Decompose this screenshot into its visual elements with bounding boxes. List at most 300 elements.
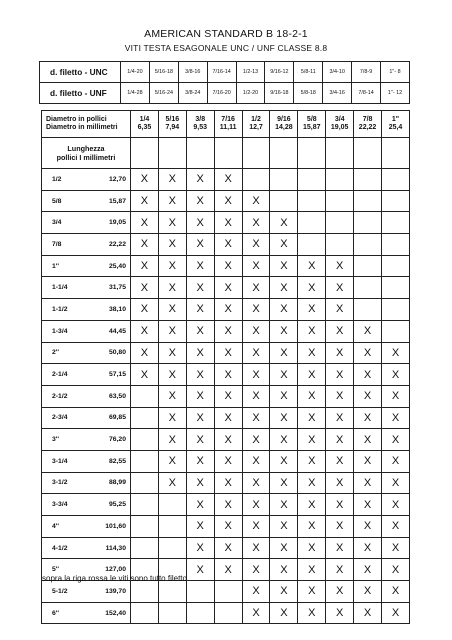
availability-mark (382, 255, 410, 277)
length-mm: 12,70 (108, 175, 126, 183)
availability-mark: X (186, 559, 214, 581)
length-mm: 114,30 (105, 544, 126, 552)
empty-cell (158, 138, 186, 169)
thread-size-cell: 7/16-14 (207, 62, 236, 83)
availability-mark: X (242, 190, 270, 212)
availability-mark: X (382, 516, 410, 538)
thread-size-cell: 1/2-13 (236, 62, 265, 83)
availability-mark: X (354, 385, 382, 407)
length-inch: 4-1/2 (52, 544, 68, 552)
length-cell (42, 385, 131, 407)
availability-mark: X (298, 450, 326, 472)
availability-mark: X (298, 277, 326, 299)
availability-mark: X (354, 429, 382, 451)
table-row (42, 212, 410, 234)
diameter-header-cell (298, 111, 326, 138)
diameter-header-cell (214, 111, 242, 138)
availability-mark: X (242, 234, 270, 256)
diameter-inch: 7/16 (221, 116, 235, 123)
availability-mark: X (186, 537, 214, 559)
availability-mark: X (158, 364, 186, 386)
availability-mark: X (158, 385, 186, 407)
diameter-inch: 1" (391, 116, 400, 123)
availability-mark: X (186, 299, 214, 321)
diameter-mm: 19,05 (330, 124, 349, 131)
diameter-mm: 14,28 (275, 124, 293, 131)
availability-mark: X (242, 516, 270, 538)
availability-mark: X (382, 602, 410, 624)
availability-mark: X (186, 516, 214, 538)
availability-mark: X (242, 472, 270, 494)
availability-mark (131, 429, 159, 451)
availability-mark: X (131, 169, 159, 191)
availability-mark: X (242, 494, 270, 516)
length-mm: 57,15 (108, 371, 126, 379)
length-inch: 1-3/4 (52, 327, 68, 335)
availability-mark (382, 212, 410, 234)
availability-mark: X (131, 190, 159, 212)
length-mm: 44,45 (108, 327, 126, 335)
thread-size-cell: 1"- 8 (381, 62, 410, 83)
availability-mark (131, 581, 159, 603)
document-title: AMERICAN STANDARD B 18-2-1 (144, 28, 308, 40)
diameter-inch: 9/16 (277, 116, 291, 123)
availability-mark: X (326, 385, 354, 407)
availability-mark: X (242, 342, 270, 364)
diameter-mm: 6,35 (137, 124, 152, 131)
availability-mark: X (382, 385, 410, 407)
availability-mark: X (326, 299, 354, 321)
availability-mark: X (186, 234, 214, 256)
length-inch: 2-3/4 (52, 414, 68, 422)
availability-mark: X (326, 472, 354, 494)
availability-mark: X (158, 212, 186, 234)
diameter-inch: 5/8 (306, 116, 317, 123)
availability-mark: X (298, 472, 326, 494)
availability-mark: X (298, 320, 326, 342)
availability-mark: X (242, 581, 270, 603)
availability-mark: X (326, 407, 354, 429)
table-row (42, 342, 410, 364)
availability-mark (298, 212, 326, 234)
table-row (42, 472, 410, 494)
diameter-inch: 5/16 (165, 116, 180, 123)
table-row (42, 429, 410, 451)
length-inch: 6'' (52, 609, 60, 617)
availability-mark (354, 234, 382, 256)
availability-mark: X (186, 407, 214, 429)
availability-mark: X (270, 320, 298, 342)
availability-mark (298, 169, 326, 191)
availability-mark: X (158, 342, 186, 364)
length-inch: 4'' (52, 522, 60, 530)
length-cell (42, 169, 131, 191)
thread-row (40, 62, 410, 83)
availability-mark: X (242, 602, 270, 624)
availability-mark: X (270, 602, 298, 624)
table-row (42, 581, 410, 603)
availability-mark: X (270, 277, 298, 299)
availability-mark (382, 169, 410, 191)
availability-mark: X (270, 234, 298, 256)
availability-mark: X (326, 494, 354, 516)
availability-mark: X (298, 255, 326, 277)
availability-mark: X (242, 320, 270, 342)
document-subtitle: VITI TESTA ESAGONALE UNC / UNF CLASSE 8.8 (124, 43, 328, 53)
availability-mark (298, 234, 326, 256)
availability-mark (186, 581, 214, 603)
availability-mark: X (298, 342, 326, 364)
availability-mark: X (186, 472, 214, 494)
availability-mark: X (354, 364, 382, 386)
availability-mark: X (214, 407, 242, 429)
diameter-mm: 12,7 (249, 124, 263, 131)
availability-mark: X (131, 277, 159, 299)
availability-mark: X (186, 342, 214, 364)
availability-mark: X (242, 364, 270, 386)
availability-mark: X (382, 581, 410, 603)
availability-mark: X (214, 472, 242, 494)
diameter-header-cell (382, 111, 410, 138)
availability-mark: X (186, 450, 214, 472)
availability-mark: X (354, 602, 382, 624)
availability-mark (270, 190, 298, 212)
availability-mark (326, 190, 354, 212)
availability-mark (158, 602, 186, 624)
length-inch: 3-1/4 (52, 457, 68, 465)
availability-mark: X (242, 299, 270, 321)
availability-mark: X (298, 385, 326, 407)
length-inch: 3-1/2 (52, 479, 68, 487)
availability-mark: X (354, 407, 382, 429)
availability-mark: X (354, 472, 382, 494)
length-inch: 5'' (52, 566, 60, 574)
thread-size-cell: 5/16-24 (149, 83, 178, 104)
table-row (42, 385, 410, 407)
availability-mark: X (242, 450, 270, 472)
availability-mark: X (382, 364, 410, 386)
diameter-inch: 7/8 (362, 116, 373, 123)
table-row (42, 516, 410, 538)
table-row (42, 299, 410, 321)
availability-mark: X (354, 450, 382, 472)
availability-mark: X (382, 429, 410, 451)
availability-mark: X (382, 494, 410, 516)
length-mm: 15,87 (108, 197, 126, 205)
availability-mark: X (326, 450, 354, 472)
thread-size-cell: 7/8-9 (352, 62, 381, 83)
length-mm: 22,22 (108, 240, 126, 248)
availability-mark (131, 450, 159, 472)
thread-size-cell: 1"- 12 (381, 83, 410, 104)
length-inch: 2-1/2 (52, 392, 68, 400)
availability-mark (354, 299, 382, 321)
length-mm: 101,60 (105, 522, 126, 530)
availability-mark: X (270, 472, 298, 494)
availability-mark (131, 385, 159, 407)
length-inch: 1/2 (52, 175, 62, 183)
availability-mark: X (186, 255, 214, 277)
availability-mark: X (298, 537, 326, 559)
length-cell (42, 407, 131, 429)
availability-mark: X (270, 559, 298, 581)
availability-mark (158, 494, 186, 516)
length-cell (42, 342, 131, 364)
availability-mark (326, 169, 354, 191)
length-cell (42, 494, 131, 516)
thread-size-cell: 3/8-16 (178, 62, 207, 83)
thread-size-cell: 5/8-18 (294, 83, 323, 104)
availability-mark: X (214, 277, 242, 299)
diameter-header-cell (186, 111, 214, 138)
availability-mark: X (382, 407, 410, 429)
availability-mark: X (214, 494, 242, 516)
length-inch: 5/8 (52, 197, 62, 205)
length-cell (42, 364, 131, 386)
availability-mark: X (326, 342, 354, 364)
availability-mark: X (214, 559, 242, 581)
empty-cell (298, 138, 326, 169)
availability-mark: X (214, 190, 242, 212)
diameter-header-cell (354, 111, 382, 138)
availability-mark: X (186, 320, 214, 342)
availability-mark: X (270, 299, 298, 321)
length-cell (42, 429, 131, 451)
availability-mark: X (326, 559, 354, 581)
availability-mark: X (214, 299, 242, 321)
availability-mark: X (298, 516, 326, 538)
availability-mark: X (158, 234, 186, 256)
availability-mark: X (242, 559, 270, 581)
length-mm: 69,85 (108, 414, 126, 422)
length-mm: 82,55 (108, 457, 126, 465)
table-row (42, 169, 410, 191)
thread-row (40, 83, 410, 104)
table-row (42, 255, 410, 277)
length-inch: 2-1/4 (52, 371, 68, 379)
length-inch: 3/4 (52, 219, 62, 227)
availability-mark (382, 277, 410, 299)
availability-mark: X (326, 602, 354, 624)
availability-mark: X (131, 234, 159, 256)
availability-mark: X (131, 364, 159, 386)
availability-mark: X (354, 537, 382, 559)
table-row (42, 494, 410, 516)
availability-mark (131, 516, 159, 538)
availability-mark: X (158, 429, 186, 451)
availability-mark: X (131, 299, 159, 321)
availability-mark (131, 494, 159, 516)
availability-mark (158, 516, 186, 538)
availability-mark: X (270, 342, 298, 364)
length-mm: 95,25 (108, 501, 126, 509)
availability-mark: X (214, 169, 242, 191)
availability-mark: X (158, 255, 186, 277)
availability-mark: X (131, 320, 159, 342)
diameter-inch-label: Diametro in pollici (46, 116, 107, 123)
length-mm: 50,80 (108, 349, 126, 357)
availability-mark: X (214, 364, 242, 386)
availability-mark: X (214, 212, 242, 234)
thread-size-cell: 7/8-14 (352, 83, 381, 104)
availability-mark: X (270, 407, 298, 429)
availability-mark: X (186, 277, 214, 299)
empty-cell (326, 138, 354, 169)
availability-mark (131, 472, 159, 494)
availability-mark (354, 255, 382, 277)
availability-mark: X (270, 494, 298, 516)
table-row (42, 407, 410, 429)
diameter-header-cell (131, 111, 159, 138)
table-row (42, 277, 410, 299)
diameter-header-cell (326, 111, 354, 138)
length-cell (42, 277, 131, 299)
table-row (42, 320, 410, 342)
availability-mark: X (214, 342, 242, 364)
availability-mark (214, 581, 242, 603)
availability-mark: X (270, 581, 298, 603)
length-cell (42, 320, 131, 342)
availability-mark: X (214, 234, 242, 256)
availability-mark (158, 537, 186, 559)
thread-size-cell: 3/4-10 (323, 62, 352, 83)
availability-mark: X (158, 190, 186, 212)
availability-mark: X (131, 342, 159, 364)
table-row (42, 602, 410, 624)
availability-mark: X (270, 385, 298, 407)
availability-mark: X (186, 169, 214, 191)
availability-mark: X (158, 472, 186, 494)
diameter-mm: 22,22 (358, 124, 377, 131)
availability-mark (298, 190, 326, 212)
diameter-inch: 1/2 (251, 116, 261, 123)
thread-size-cell: 1/4-28 (121, 83, 150, 104)
length-mm: 152,40 (105, 609, 126, 617)
length-mm: 139,70 (105, 587, 126, 595)
thread-size-cell: 1/4-20 (121, 62, 150, 83)
availability-mark: X (326, 429, 354, 451)
thread-size-cell: 3/4-16 (323, 83, 352, 104)
availability-mark: X (354, 320, 382, 342)
availability-mark: X (326, 320, 354, 342)
length-inch: 5-1/2 (52, 587, 68, 595)
empty-cell (270, 138, 298, 169)
empty-cell (382, 138, 410, 169)
table-row (42, 234, 410, 256)
availability-mark: X (242, 212, 270, 234)
diameter-inch: 3/4 (334, 116, 345, 123)
availability-mark: X (131, 212, 159, 234)
length-inch: 1-1/2 (52, 305, 68, 313)
availability-mark (270, 169, 298, 191)
availability-mark: X (242, 429, 270, 451)
availability-mark: X (382, 342, 410, 364)
length-mm: 38,10 (108, 305, 126, 313)
length-cell (42, 255, 131, 277)
availability-mark: X (158, 277, 186, 299)
availability-mark: X (326, 581, 354, 603)
thread-size-cell: 3/8-24 (178, 83, 207, 104)
availability-mark (131, 407, 159, 429)
length-header-label (42, 138, 131, 169)
availability-mark: X (298, 581, 326, 603)
thread-size-cell: 5/8-11 (294, 62, 323, 83)
length-inch: 7/8 (52, 240, 62, 248)
length-cell (42, 299, 131, 321)
diameter-header-cell (158, 111, 186, 138)
availability-mark: X (326, 537, 354, 559)
diameter-header-cell (270, 111, 298, 138)
availability-mark: X (270, 364, 298, 386)
diameter-header-row (42, 111, 410, 138)
availability-mark: X (326, 364, 354, 386)
thread-size-cell: 9/16-12 (265, 62, 294, 83)
availability-mark (158, 581, 186, 603)
diameter-mm: 11,11 (219, 124, 237, 131)
availability-mark: X (298, 364, 326, 386)
availability-mark: X (298, 494, 326, 516)
availability-mark: X (298, 602, 326, 624)
length-cell (42, 602, 131, 624)
table-row (42, 190, 410, 212)
availability-mark (354, 169, 382, 191)
availability-mark: X (354, 581, 382, 603)
length-inch: 1-1/4 (52, 284, 68, 292)
availability-mark: X (158, 169, 186, 191)
availability-mark (382, 190, 410, 212)
availability-mark: X (270, 429, 298, 451)
availability-mark: X (270, 537, 298, 559)
availability-mark: X (382, 559, 410, 581)
length-mm: 25,40 (108, 262, 126, 270)
diameter-mm: 25,4 (388, 124, 403, 131)
availability-mark (186, 602, 214, 624)
availability-mark: X (186, 385, 214, 407)
length-cell (42, 450, 131, 472)
length-diameter-table (41, 110, 410, 624)
length-cell (42, 537, 131, 559)
length-mm: 31,75 (108, 284, 126, 292)
availability-mark (131, 537, 159, 559)
availability-mark (354, 277, 382, 299)
thread-row-label: d. filetto - UNC (40, 62, 121, 83)
availability-mark (382, 234, 410, 256)
length-cell (42, 581, 131, 603)
availability-mark: X (326, 255, 354, 277)
availability-mark: X (214, 537, 242, 559)
availability-mark: X (158, 299, 186, 321)
length-inch: 3-3/4 (52, 501, 68, 509)
length-inch: 3'' (52, 436, 60, 444)
empty-cell (214, 138, 242, 169)
diameter-header-cell (242, 111, 270, 138)
availability-mark: X (242, 537, 270, 559)
thread-row-label: d. filetto - UNF (40, 83, 121, 104)
diameter-mm: 7,94 (165, 124, 180, 131)
availability-mark: X (298, 559, 326, 581)
diameter-mm: 15,87 (303, 124, 321, 131)
thread-size-cell: 9/16-18 (265, 83, 294, 104)
length-mm: 76,20 (108, 436, 126, 444)
footnote: sopra la riga rossa le viti sono tutto filetto (42, 574, 187, 583)
availability-mark: X (298, 299, 326, 321)
availability-mark: X (214, 320, 242, 342)
availability-mark: X (242, 407, 270, 429)
diameter-mm: 9,53 (193, 124, 208, 131)
availability-mark: X (186, 494, 214, 516)
availability-mark: X (326, 277, 354, 299)
length-cell (42, 212, 131, 234)
